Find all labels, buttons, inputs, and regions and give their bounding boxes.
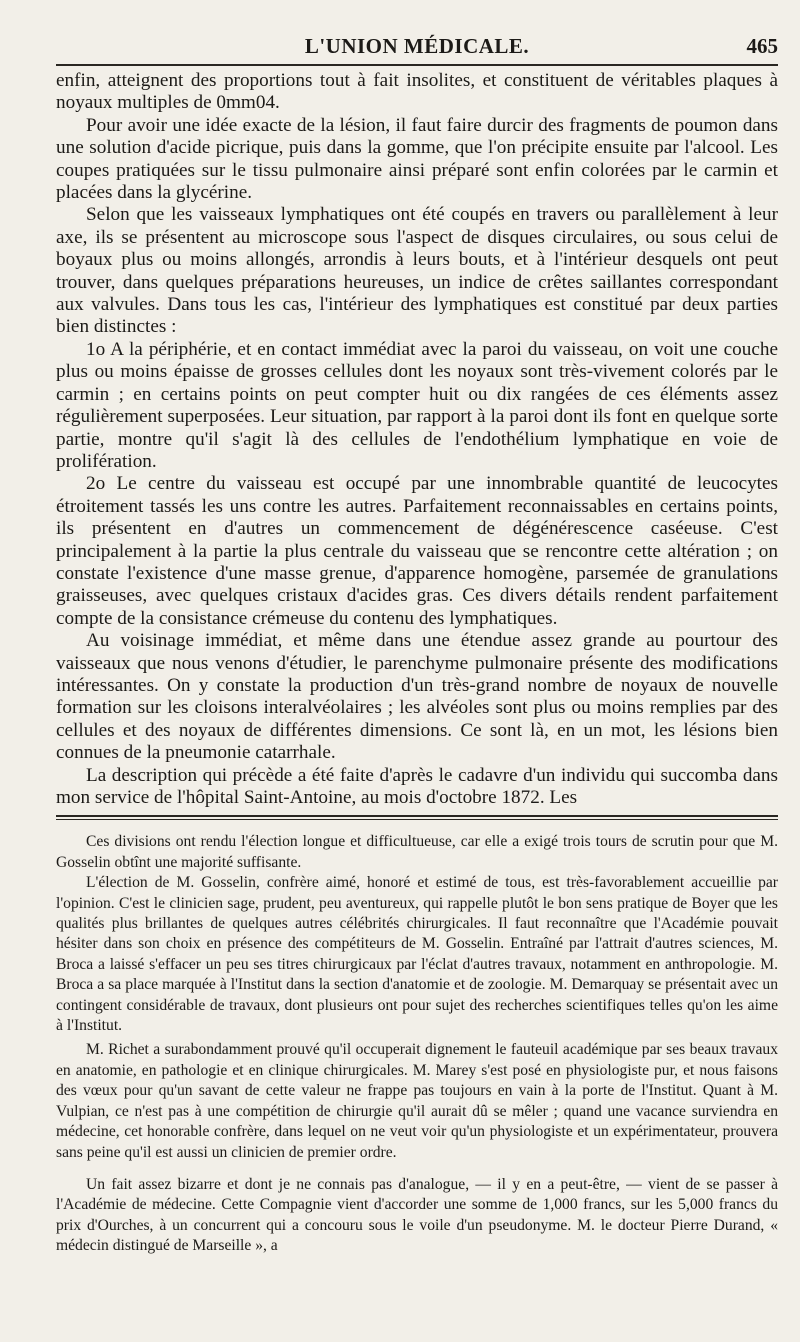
- feuilleton-paragraph: Ces divisions ont rendu l'élection longue et difficultueuse, car elle a exigé trois tours de scrutin pour que M. Gosselin obtînt une majorité suffisante.: [56, 833, 778, 871]
- feuilleton-paragraph: M. Richet a surabondamment prouvé qu'il occuperait dignement le fauteuil académique par ses beaux travaux en anatomie, en pathologie et en clinique chirurgicales. M. Marey s'est posé en physiologiste pur, et nous faisons des vœux pour qu'un savant de cette valeur ne frappe pas toujours en vain à la porte de l'Institut. Quant à M. Vulpian, ce n'est pas à une compétition de chirurgie qu'il aurait dû se mêler ; quand une vacance surviendra en médecine, cet honorable confrère, dans lequel on ne veut voir qu'un physiologiste et un expérimentateur, prouvera sans peine qu'il est aussi un clinicien de premier ordre.: [56, 1041, 778, 1161]
- main-text: [56, 70, 778, 809]
- journal-title: L'UNION MÉDICALE.: [304, 34, 530, 58]
- section-gap: [56, 1163, 778, 1175]
- feuilleton-separator: [56, 815, 778, 820]
- feuilleton-text: [56, 832, 778, 1256]
- paragraph: 2o Le centre du vaisseau est occupé par une innombrable quantité de leucocytes étroitement tassés les uns contre les autres. Parfaitement reconnaissables en certains points, ils présentent en d'autres un commencement de dégénérescence caséeuse. C'est principalement à la partie la plus centrale du vaisseau que se rencontre cette altération ; on constate l'existence d'une masse grenue, d'apparence homogène, parsemée de granulations graisseuses, avec quelques cristaux d'acides gras. Ces divers détails rendent parfaitement compte de la consistance crémeuse du contenu des lymphatiques.: [56, 473, 778, 629]
- page-number: 465: [746, 34, 778, 58]
- header-rule: [56, 64, 778, 66]
- running-header: [56, 30, 778, 60]
- paragraph: Selon que les vaisseaux lymphatiques ont été coupés en travers ou parallèlement à leur axe, ils se présentent au microscope sous l'aspect de disques circulaires, ou sous celui de boyaux plus ou moins allongés, arrondis à leurs bouts, et à l'intérieur desquels ont peut trouver, dans quelques préparations heureuses, un indice de crêtes saillantes correspondant aux valvules. Dans tous les cas, l'intérieur des lymphatiques est constitué par deux parties bien distinctes :: [56, 204, 778, 338]
- feuilleton-paragraph: Un fait assez bizarre et dont je ne connais pas d'analogue, — il y en a peut-être, — vient de se passer à l'Académie de médecine. Cette Compagnie vient d'accorder une somme de 1,000 francs, sur les 5,000 francs du prix d'Ourches, à un concurrent qui a concouru sous le voile d'un pseudonyme. M. le docteur Pierre Durand, « médecin distingué de Marseille », a: [56, 1175, 778, 1255]
- paragraph: Pour avoir une idée exacte de la lésion, il faut faire durcir des fragments de poumon dans une solution d'acide picrique, puis dans la gomme, que l'on précipite ensuite par l'alcool. Les coupes pratiquées sur le tissu pulmonaire ainsi préparé sont enfin colorées par le carmin et placées dans la glycérine.: [56, 114, 778, 204]
- feuilleton-paragraph: L'élection de M. Gosselin, confrère aimé, honoré et estimé de tous, est très-favorablement accueillie par l'opinion. C'est le clinicien sage, prudent, peu aventureux, qui rappelle plutôt le bon sens pratique de Boyer que les qualités plus brillantes de quelques autres célébrités chirurgicales. Il faut reconnaître que l'Académie pouvait hésiter dans son choix en présence des compétiteurs de M. Gosselin. Entraîné par l'attrait d'autres sciences, M. Broca a laissé s'effacer un peu ses titres chirurgicaux par l'éclat d'autres travaux, notamment en anthropologie. M. Broca a sa place marquée à l'Institut dans la section d'anatomie et de zoologie. M. Demarquay se présentait avec un contingent considérable de travaux, dont plusieurs ont pour sujet des recherches scientifiques telles qu'on les aime à l'Institut.: [56, 874, 778, 1035]
- paragraph: La description qui précède a été faite d'après le cadavre d'un individu qui succomba dans mon service de l'hôpital Saint-Antoine, au mois d'octobre 1872. Les: [56, 764, 778, 808]
- paragraph: Au voisinage immédiat, et même dans une étendue assez grande au pourtour des vaisseaux que nous venons d'étudier, le parenchyme pulmonaire présente des modifications intéressantes. On y constate la production d'un très-grand nombre de noyaux de nouvelle formation sur les cloisons interalvéolaires ; les alvéoles sont plus ou moins remplies par des cellules et des noyaux de différentes dimensions. Ce sont là, en un mot, les lésions bien connues de la pneumonie catarrhale.: [56, 630, 778, 764]
- paragraph: enfin, atteignent des proportions tout à fait insolites, et constituent de véritables plaques à noyaux multiples de 0mm04.: [56, 70, 778, 114]
- paragraph: 1o A la périphérie, et en contact immédiat avec la paroi du vaisseau, on voit une couche plus ou moins épaisse de grosses cellules dont les noyaux sont très-vivement colorés par le carmin ; en certains points on peut compter huit ou dix rangées de ces éléments assez régulièrement superposées. Leur situation, par rapport à la paroi dont ils font en quelque sorte partie, montre qu'il s'agit là des cellules de l'endothélium lymphatique en voie de prolifération.: [56, 338, 778, 472]
